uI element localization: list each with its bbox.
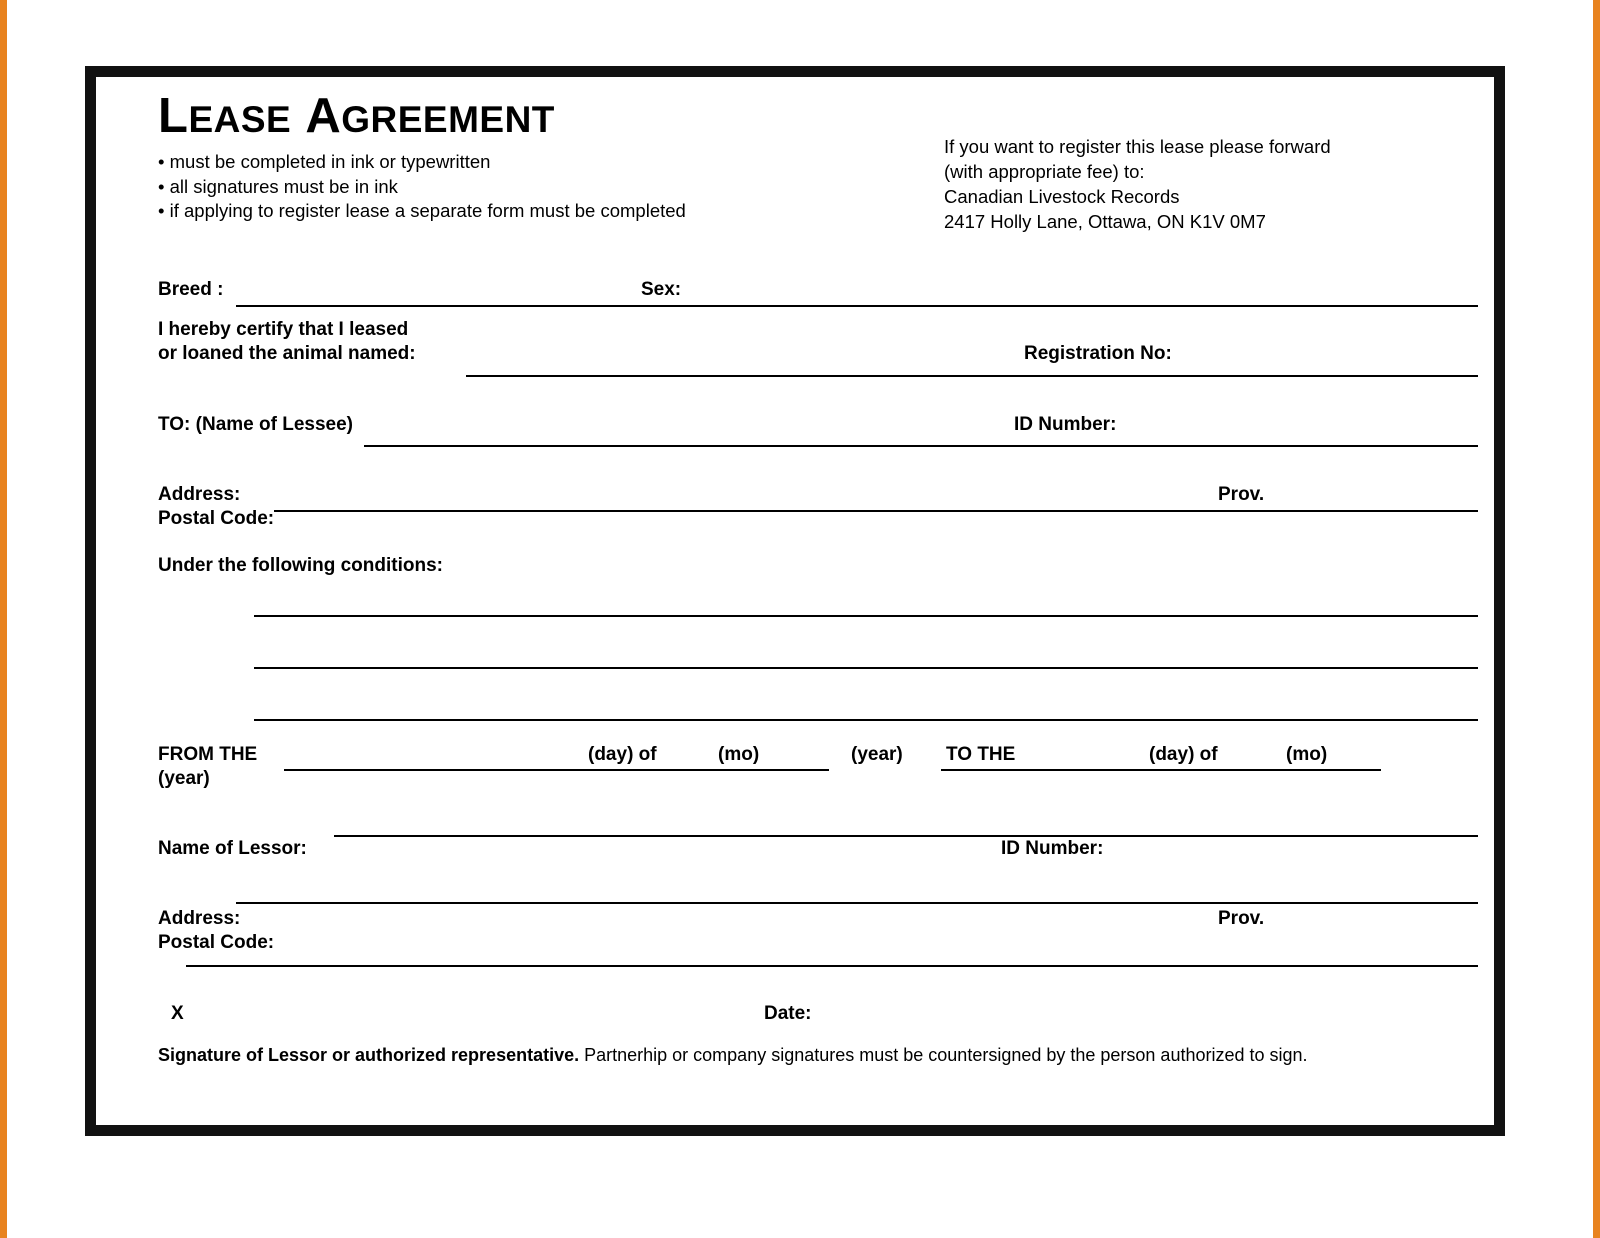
- lessor-address-label: Address:: [158, 908, 241, 929]
- conditions-label: Under the following conditions:: [158, 555, 443, 576]
- lessor-prov-label: Prov.: [1218, 908, 1265, 929]
- signature-footnote-bold: Signature of Lessor or authorized representative.: [158, 1045, 580, 1065]
- instructions-list: [158, 150, 686, 224]
- register-note-line-2: (with appropriate fee) to:: [944, 161, 1145, 182]
- registration-instructions: [944, 134, 1331, 234]
- register-note-line-4: 2417 Holly Lane, Ottawa, ON K1V 0M7: [944, 211, 1266, 232]
- to-the-label: TO THE: [946, 744, 1016, 765]
- to-date-input-line[interactable]: [941, 769, 1381, 771]
- register-note-line-3: Canadian Livestock Records: [944, 186, 1180, 207]
- lessee-postal-code-label: Postal Code:: [158, 508, 275, 529]
- title-part-greement: GREEMENT: [341, 99, 555, 140]
- page-title: [158, 89, 555, 143]
- lessee-address-input-line[interactable]: [274, 510, 1478, 512]
- lessee-name-label: TO: (Name of Lessee): [158, 414, 353, 435]
- sex-label: Sex:: [641, 279, 682, 300]
- from-the-label: FROM THE: [158, 744, 258, 765]
- to-mo-label: (mo): [1286, 744, 1328, 765]
- signature-mark-x: X: [171, 1003, 184, 1024]
- conditions-input-line-2[interactable]: [254, 667, 1478, 669]
- from-day-of-label: (day) of: [588, 744, 657, 765]
- registration-no-label: Registration No:: [1024, 343, 1172, 364]
- register-note-line-1: If you want to register this lease please forward: [944, 136, 1331, 157]
- lessor-address-input-line[interactable]: [236, 902, 1478, 904]
- breed-label: Breed :: [158, 279, 224, 300]
- from-year-label-wrap: (year): [158, 768, 210, 789]
- signature-date-label: Date:: [764, 1003, 812, 1024]
- to-day-of-label: (day) of: [1149, 744, 1218, 765]
- title-part-ease: EASE: [188, 99, 292, 140]
- conditions-input-line-3[interactable]: [254, 719, 1478, 721]
- certify-label-line1: I hereby certify that I leased: [158, 319, 409, 340]
- lessee-id-number-label: ID Number:: [1014, 414, 1117, 435]
- lessor-postal-input-line[interactable]: [186, 965, 1478, 967]
- instruction-item-1: • must be completed in ink or typewritten: [158, 151, 491, 172]
- certify-label-line2: or loaned the animal named:: [158, 343, 416, 364]
- conditions-input-line-1[interactable]: [254, 615, 1478, 617]
- document-border: [85, 66, 1505, 1136]
- title-letter-l: L: [158, 89, 189, 143]
- breed-sex-input-line[interactable]: [236, 305, 1478, 307]
- signature-footnote: [158, 1045, 1308, 1066]
- lessor-id-number-label: ID Number:: [1001, 838, 1104, 859]
- instruction-item-2: • all signatures must be in ink: [158, 175, 398, 197]
- from-mo-label: (mo): [718, 744, 760, 765]
- lease-agreement-form: [96, 77, 1494, 1125]
- signature-footnote-rest: Partnerhip or company signatures must be countersigned by the person authorized to sign.: [579, 1045, 1308, 1065]
- lessee-prov-label: Prov.: [1218, 484, 1265, 505]
- lessee-input-line[interactable]: [364, 445, 1478, 447]
- from-year-label: (year): [851, 744, 903, 765]
- from-date-input-line[interactable]: [284, 769, 829, 771]
- lessee-address-label: Address:: [158, 484, 241, 505]
- lessor-postal-code-label: Postal Code:: [158, 932, 275, 953]
- title-letter-a: A: [305, 89, 342, 143]
- lessor-name-label: Name of Lessor:: [158, 838, 307, 859]
- lessor-name-input-line[interactable]: [334, 835, 1478, 837]
- instruction-item-3: • if applying to register lease a separate form must be completed: [158, 200, 686, 221]
- animal-name-registration-input-line[interactable]: [466, 375, 1478, 377]
